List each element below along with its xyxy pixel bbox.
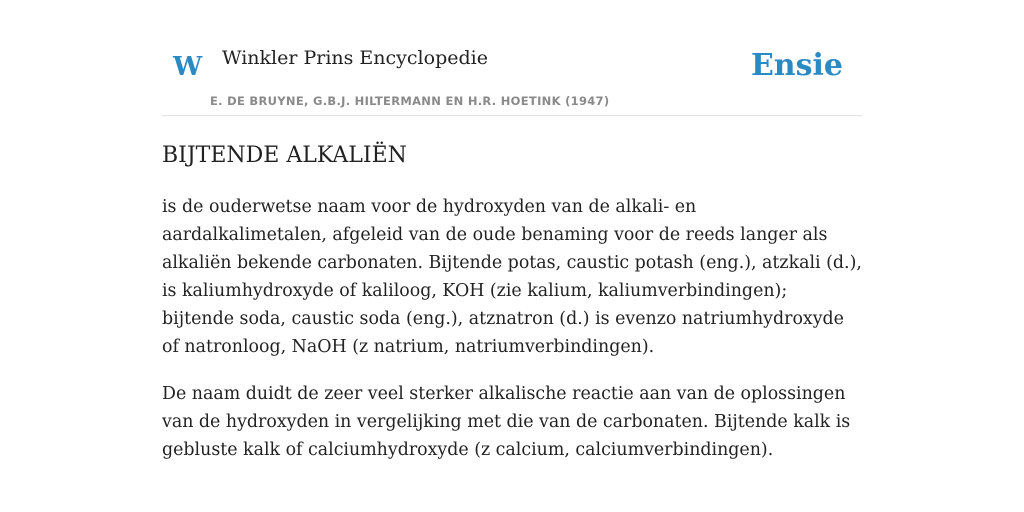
entry-title: BIJTENDE ALKALIËN [162,143,407,168]
source-authors: E. DE BRUYNE, G.B.J. HILTERMANN EN H.R. HOETINK (1947) [210,94,610,108]
ensie-logo-link[interactable]: Ensie [750,48,843,83]
source-title[interactable]: Winkler Prins Encyclopedie [222,47,488,69]
entry-card [162,40,862,464]
winkler-prins-logo: W [173,52,203,82]
entry-paragraph-2: De naam duidt de zeer veel sterker alkalische reactie aan van de oplossingen van de hydroxyden in vergelijking met die van de carbonaten. Bijtende kalk is gebluste kalk of calciumhydroxyde (z calcium, calciumverbindingen). [162,384,851,460]
entry-paragraph-1: is de ouderwetse naam voor de hydroxyden van de alkali- en aardalkalimetalen, afgeleid van de oude benaming voor de reeds langer als alkaliën bekende carbonaten. Bijtende potas, caustic potash (eng.), atzkali (d.), is kaliumhydroxyde of kaliloog, KOH (zie kalium, kaliumverbindingen); bijtende soda, caustic soda (eng.), atznatron (d.) is evenzo natriumhydroxyde of natronloog, NaOH (z natrium, natriumverbindingen). [162,197,862,357]
source-header [162,40,862,116]
